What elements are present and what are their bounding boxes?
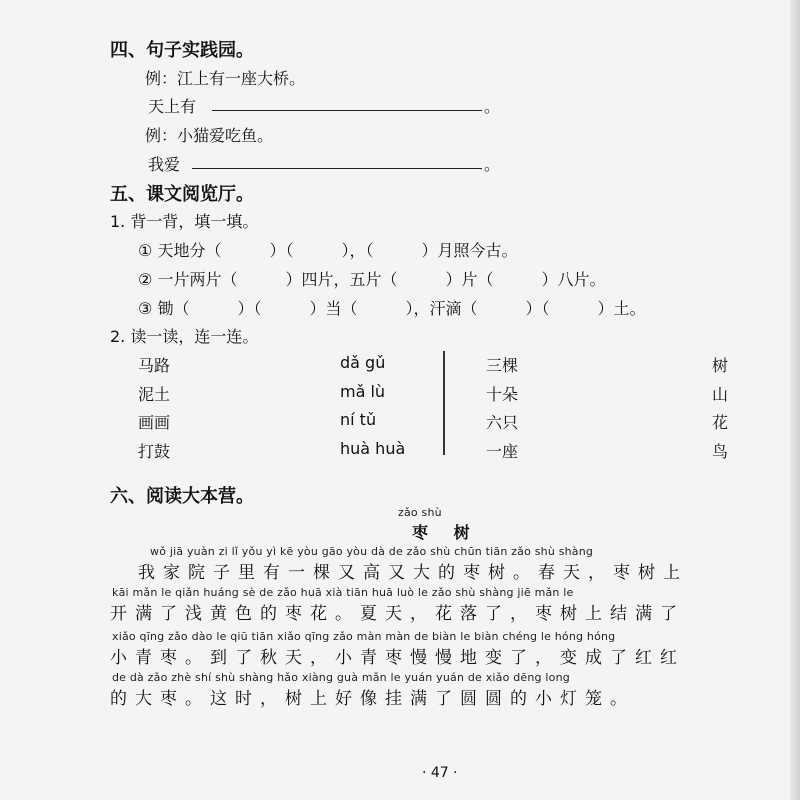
story-text-line-1: 我家院子里有一棵又高又大的枣树。春天，枣树上 xyxy=(138,563,688,583)
answer-line-1[interactable] xyxy=(212,110,482,111)
section4-heading: 四、句子实践园。 xyxy=(110,40,254,61)
match-left-1[interactable]: 泥土 xyxy=(138,385,171,404)
item1-part1: 天地分（ xyxy=(157,241,222,260)
story-pinyin-line-1: wǒ jiā yuàn zi lǐ yǒu yì kē yòu gāo yòu dà de zǎo shù chūn tiān zǎo shù shàng xyxy=(150,545,594,558)
item3-part4: ），汗滴（ xyxy=(405,299,478,318)
section4-example2: 例：小猫爱吃鱼。 xyxy=(145,126,274,145)
fill-item-3 xyxy=(138,296,646,319)
section4-example1: 例：江上有一座大桥。 xyxy=(145,69,306,88)
section5-heading: 五、课文阅览厅。 xyxy=(110,184,254,205)
item2-part2: ）四片，五片（ xyxy=(285,270,398,289)
match-right-2[interactable]: 花 xyxy=(712,413,729,432)
match-mid-2[interactable]: 六只 xyxy=(486,413,519,432)
item1-number: ① xyxy=(138,241,153,260)
item3-part5: ）（ xyxy=(525,299,550,318)
story-pinyin-line-4: de dà zǎo zhè shí shù shàng hǎo xiàng guà mǎn le yuán yuán de xiǎo dēng long xyxy=(112,671,570,684)
story-title-pinyin: zǎo shù xyxy=(398,506,442,519)
item1-part2: ）（ xyxy=(269,241,294,260)
item2-part3: ）片（ xyxy=(445,270,494,289)
section4-period2: 。 xyxy=(484,155,501,174)
item2-part1: 一片两片（ xyxy=(157,270,238,289)
fill-item-1 xyxy=(138,238,518,261)
match-left-3[interactable]: 打鼓 xyxy=(138,442,171,461)
section4-prompt2: 我爱 xyxy=(148,155,181,174)
section5-q2: 2. 读一读，连一连。 xyxy=(110,327,259,346)
item2-part4: ）八片。 xyxy=(541,270,606,289)
match-pinyin-1[interactable]: mǎ lù xyxy=(340,382,386,401)
page-edge-shadow xyxy=(790,0,800,800)
match-mid-0[interactable]: 三棵 xyxy=(486,356,519,375)
story-pinyin-line-3: xiǎo qīng zǎo dào le qiū tiān xiǎo qīng zǎo màn màn de biàn le biàn chéng le hóng hóng xyxy=(112,630,616,643)
match-mid-1[interactable]: 十朵 xyxy=(486,385,519,404)
answer-line-2[interactable] xyxy=(192,168,482,169)
story-title: 枣 树 xyxy=(412,523,480,542)
section4-prompt1: 天上有 xyxy=(148,97,197,116)
match-pinyin-2[interactable]: ní tǔ xyxy=(340,410,377,429)
match-right-1[interactable]: 山 xyxy=(712,385,729,404)
match-left-0[interactable]: 马路 xyxy=(138,356,171,375)
item3-part2: ）（ xyxy=(237,299,262,318)
item3-part1: 锄（ xyxy=(157,299,190,318)
item1-part4: ）月照今古。 xyxy=(421,241,518,260)
item3-number: ③ xyxy=(138,299,153,318)
match-divider xyxy=(443,351,445,455)
section6-heading: 六、阅读大本营。 xyxy=(110,486,254,507)
item3-part6: ）土。 xyxy=(597,299,646,318)
match-right-0[interactable]: 树 xyxy=(712,356,729,375)
item2-number: ② xyxy=(138,270,153,289)
story-text-line-2: 开满了浅黄色的枣花。夏天，花落了，枣树上结满了 xyxy=(110,604,685,624)
match-mid-3[interactable]: 一座 xyxy=(486,442,519,461)
item3-part3: ）当（ xyxy=(309,299,358,318)
page-number: · 47 · xyxy=(422,765,458,781)
match-pinyin-3[interactable]: huà huà xyxy=(340,439,406,458)
item1-part3: ），（ xyxy=(341,241,374,260)
story-pinyin-line-2: kāi mǎn le qiǎn huáng sè de zǎo huā xià tiān huā luò le zǎo shù shàng jiē mǎn le xyxy=(112,586,574,599)
section4-period1: 。 xyxy=(484,97,501,116)
match-left-2[interactable]: 画画 xyxy=(138,413,171,432)
fill-item-2 xyxy=(138,267,606,290)
match-pinyin-0[interactable]: dǎ gǔ xyxy=(340,353,386,372)
match-right-3[interactable]: 鸟 xyxy=(712,442,729,461)
story-text-line-3: 小青枣。到了秋天，小青枣慢慢地变了，变成了红红 xyxy=(110,648,685,668)
section5-q1: 1. 背一背，填一填。 xyxy=(110,212,259,231)
story-text-line-4: 的大枣。这时，树上好像挂满了圆圆的小灯笼。 xyxy=(110,689,635,709)
